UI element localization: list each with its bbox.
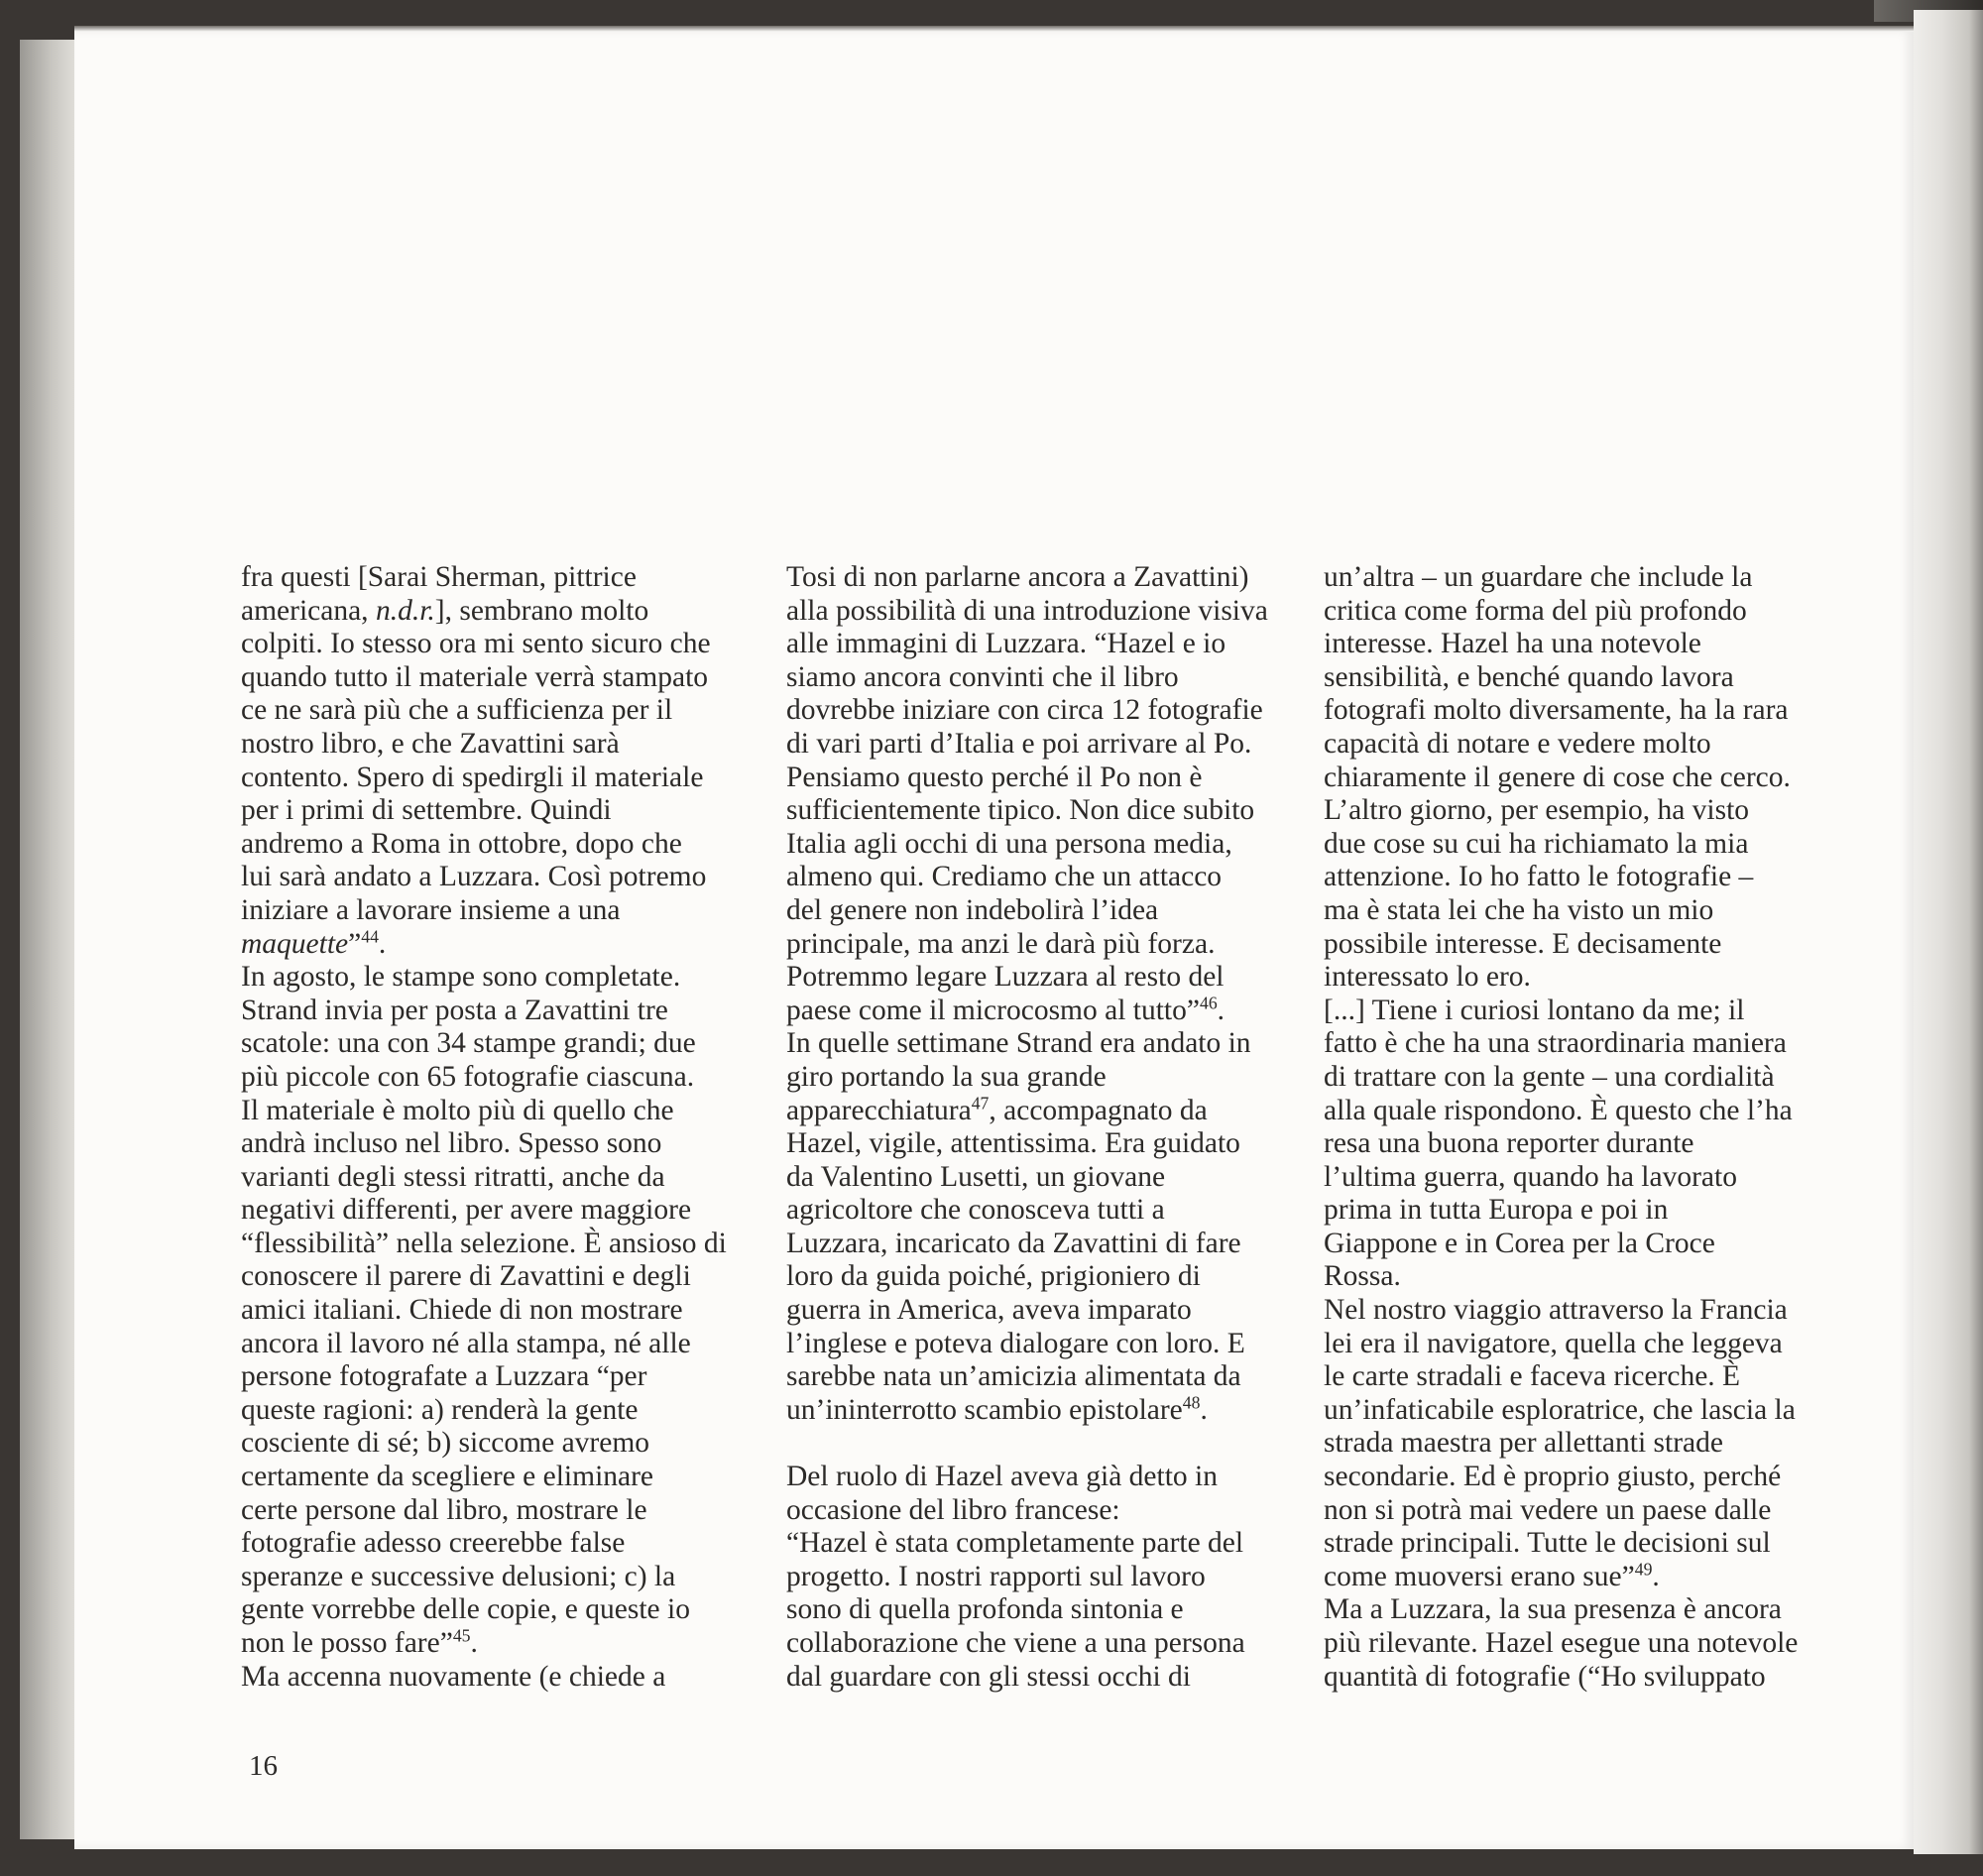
text-line: In quelle settimane Strand era andato in [786,1027,1251,1060]
text-line: di vari parti d’Italia e poi arrivare al Po. [786,727,1252,760]
text-line: due cose su cui ha richiamato la mia [1324,827,1749,860]
text-line: lei era il navigatore, quella che leggeva [1324,1327,1783,1359]
text-line: negativi differenti, per avere maggiore [241,1194,692,1227]
text-column-2 [786,561,1341,1694]
text-line: fotografie adesso creerebbe false [241,1527,626,1560]
text-line: strade principali. Tutte le decisioni sul [1324,1527,1771,1560]
text-line: del genere non indebolirà l’idea [786,893,1159,926]
text-line: Ma accenna nuovamente (e chiede a [241,1660,666,1693]
text-line: chiaramente il genere di cose che cerco. [1324,761,1791,793]
text-line: Giappone e in Corea per la Croce [1324,1227,1715,1259]
text-line: Il materiale è molto più di quello che [241,1094,674,1126]
text-line: nostro libro, e che Zavattini sarà [241,727,620,760]
scan-left-edge [20,40,74,1839]
text-line: attenzione. Io ho fatto le fotografie – [1324,861,1754,893]
text-line: capacità di notare e vedere molto [1324,727,1711,760]
text-line: sufficientemente tipico. Non dice subito [786,794,1255,827]
text-line: da Valentino Lusetti, un giovane [786,1160,1166,1193]
book-spine [1914,10,1983,1854]
text-line: [...] Tiene i curiosi lontano da me; il [1324,994,1745,1026]
text-line: andrà incluso nel libro. Spesso sono [241,1127,662,1160]
text-line: contento. Spero di spedirgli il materiale [241,761,704,793]
text-line: Del ruolo di Hazel aveva già detto in [786,1461,1218,1493]
text-line: alla quale rispondono. È questo che l’ha [1324,1094,1793,1126]
text-line: andremo a Roma in ottobre, dopo che [241,827,682,860]
text-line: un’altra – un guardare che include la [1324,561,1753,593]
text-line: di trattare con la gente – una cordialità [1324,1060,1775,1093]
text-line: apparecchiatura$^{47}$, accompagnato da [786,1092,1208,1126]
text-line: resa una buona reporter durante [1324,1127,1694,1160]
text-line: alla possibilità di una introduzione visiva [786,594,1268,627]
text-line: un’infaticabile esploratrice, che lascia la [1324,1393,1796,1426]
text-line: paese come il microcosmo al tutto”$^{46}$. [786,993,1225,1026]
text-line: possibile interesse. E decisamente [1324,927,1722,960]
text-line: Tosi di non parlarne ancora a Zavattini) [786,561,1249,593]
text-line: prima in tutta Europa e poi in [1324,1194,1669,1227]
text-line: interessato lo ero. [1324,961,1531,994]
text-line: principale, ma anzi le darà più forza. [786,927,1216,960]
text-line: non si potrà mai vedere un paese dalle [1324,1493,1772,1526]
text-line: Ma a Luzzara, la sua presenza è ancora [1324,1593,1782,1626]
text-line: lui sarà andato a Luzzara. Così potremo [241,861,707,893]
text-line: “Hazel è stata completamente parte del [786,1527,1244,1560]
text-line: In agosto, le stampe sono completate. [241,961,681,994]
text-line: speranze e successive delusioni; c) la [241,1560,676,1592]
text-line: ce ne sarà più che a sufficienza per il [241,694,673,727]
text-line: sarebbe nata un’amicizia alimentata da [786,1360,1241,1393]
text-line: come muoversi erano sue”$^{49}$. [1324,1559,1660,1592]
text-line: colpiti. Io stesso ora mi sento sicuro che [241,628,711,660]
text-line: più rilevante. Hazel esegue una notevole [1324,1627,1799,1659]
text-line: le carte stradali e faceva ricerche. È [1324,1360,1741,1393]
text-line: siamo ancora convinti che il libro [786,660,1179,693]
text-line: loro da guida poiché, prigioniero di [786,1260,1201,1293]
text-line: secondarie. Ed è proprio giusto, perché [1324,1461,1782,1493]
text-line: critica come forma del più profondo [1324,594,1747,627]
text-line: non le posso fare”$^{45}$. [241,1625,478,1659]
text-line: persone fotografate a Luzzara “per [241,1360,647,1393]
text-line: sensibilità, e benché quando lavora [1324,660,1734,693]
text-line: fotografi molto diversamente, ha la rara [1324,694,1789,727]
text-line: cosciente di sé; b) siccome avremo [241,1427,650,1460]
text-line: per i primi di settembre. Quindi [241,794,612,827]
text-line: Hazel, vigile, attentissima. Era guidato [786,1127,1240,1160]
text-column-1 [241,561,796,1694]
text-line: Pensiamo questo perché il Po non è [786,761,1203,793]
text-line: gente vorrebbe delle copie, e queste io [241,1593,690,1626]
text-line: occasione del libro francese: [786,1493,1120,1526]
text-line: sono di quella profonda sintonia e [786,1593,1184,1626]
text-line: fatto è che ha una straordinaria maniera [1324,1027,1787,1060]
text-line: fra questi [Sarai Sherman, pittrice [241,561,637,593]
text-line: l’ultima guerra, quando ha lavorato [1324,1160,1737,1193]
text-line: agricoltore che conosceva tutti a [786,1194,1165,1227]
text-line: scatole: una con 34 stampe grandi; due [241,1027,696,1060]
text-line: interesse. Hazel ha una notevole [1324,628,1701,660]
text-line: Luzzara, incaricato da Zavattini di fare [786,1227,1241,1259]
text-line: strada maestra per allettanti strade [1324,1427,1723,1460]
text-line: conoscere il parere di Zavattini e degli [241,1260,691,1293]
text-line: almeno qui. Crediamo che un attacco [786,861,1223,893]
text-line: Potremmo legare Luzzara al resto del [786,961,1225,994]
text-column-3 [1324,561,1879,1694]
text-line: ma è stata lei che ha visto un mio [1324,893,1714,926]
text-line: guerra in America, aveva imparato [786,1294,1192,1327]
text-line: queste ragioni: a) renderà la gente [241,1393,639,1426]
text-line: dovrebbe iniziare con circa 12 fotografie [786,694,1263,727]
text-line: certe persone dal libro, mostrare le [241,1493,647,1526]
page-top-shadow [74,26,1914,32]
text-line: amici italiani. Chiede di non mostrare [241,1294,683,1327]
text-line: ancora il lavoro né alla stampa, né alle [241,1327,691,1359]
text-line: Rossa. [1324,1260,1401,1293]
text-line: iniziare a lavorare insieme a una [241,893,621,926]
text-line: certamente da scegliere e eliminare [241,1461,654,1493]
text-line [786,1427,1341,1461]
text-line: quantità di fotografie (“Ho sviluppato [1324,1660,1766,1693]
text-line: varianti degli stessi ritratti, anche da [241,1160,665,1193]
text-line: quando tutto il materiale verrà stampato [241,660,709,693]
text-line: americana, n.d.r.], sembrano molto [241,594,649,627]
text-line: “flessibilità” nella selezione. È ansioso di [241,1227,727,1259]
text-line: alle immagini di Luzzara. “Hazel e io [786,628,1226,660]
text-line: dal guardare con gli stessi occhi di [786,1660,1191,1693]
text-line: collaborazione che viene a una persona [786,1627,1245,1659]
text-line: maquette”$^{44}$. [241,925,387,960]
page-number: 16 [249,1750,278,1782]
text-line: Strand invia per posta a Zavattini tre [241,994,668,1026]
text-line: più piccole con 65 fotografie ciascuna. [241,1060,695,1093]
text-line: Nel nostro viaggio attraverso la Francia [1324,1294,1788,1327]
text-line: l’inglese e poteva dialogare con loro. E [786,1327,1245,1359]
text-line: giro portando la sua grande [786,1060,1107,1093]
text-line: Italia agli occhi di una persona media, [786,827,1232,860]
text-line: un’ininterrotto scambio epistolare$^{48}$. [786,1392,1208,1426]
text-line: L’altro giorno, per esempio, ha visto [1324,794,1750,827]
text-line: progetto. I nostri rapporti sul lavoro [786,1560,1206,1592]
